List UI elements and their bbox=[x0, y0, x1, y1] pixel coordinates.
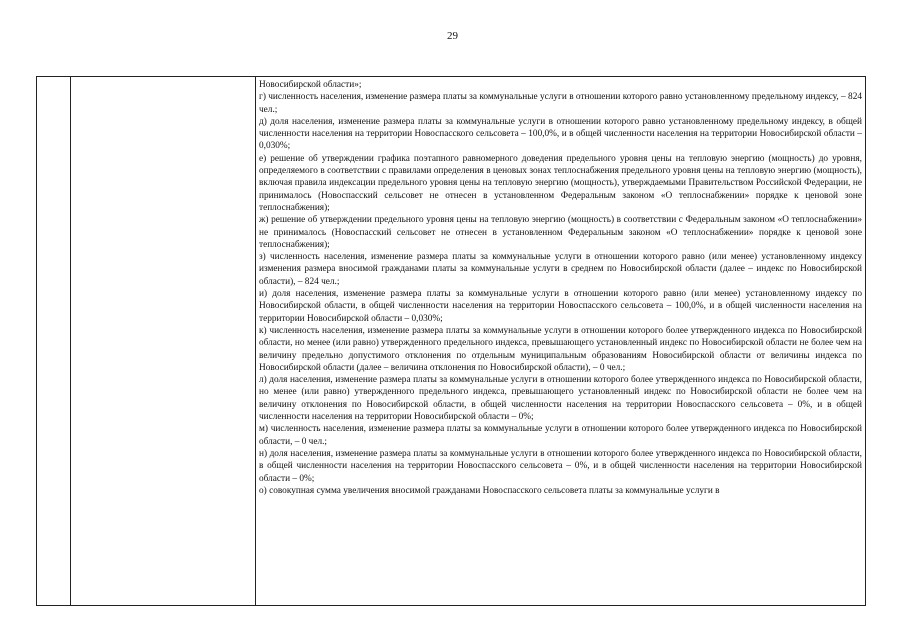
text-cell bbox=[259, 79, 862, 605]
paragraph: е) решение об утверждении графика поэтапного равномерного доведения предельного уровня цены на тепловую энергию (мощность) до уровня, определяемого в соответствии с правилами определения в ценовых зонах теплоснабжения предельного уровня цены на тепловую энергию (мощность), включая правила индексации предельного уровня цены на тепловую энергию (мощность), утверждаемыми Правительством Российской Федерации, не принималось (Новоспасский сельсовет не отнесен в установленном Федеральным законом «О теплоснабжении» порядке к ценовой зоне теплоснабжения); bbox=[259, 153, 862, 213]
paragraph: к) численность населения, изменение размера платы за коммунальные услуги в отношении которого более утвержденного индекса по Новосибирской области, но менее (или равно) утвержденного предельного индекса, превышающего установленный индекс по Новосибирской области не более чем на величину предельно допустимого отклонения по отдельным муниципальным образованиям Новосибирской области от величины индекса по Новосибирской области (далее – величина отклонения по Новосибирской области), – 0 чел.; bbox=[259, 325, 862, 373]
column-divider-2 bbox=[255, 77, 256, 605]
paragraph: л) доля населения, изменение размера платы за коммунальные услуги в отношении которого более утвержденного индекса по Новосибирской области, но менее (или равно) утвержденного предельного индекса, превышающего установленный индекс по Новосибирской области не более чем на величину отклонения по Новосибирской области, в общей численности населения на территории Новоспасского сельсовета – 0%, и в общей численности населения на территории Новосибирской области – 0%; bbox=[259, 375, 862, 423]
column-divider-1 bbox=[70, 77, 71, 605]
paragraph: г) численность населения, изменение размера платы за коммунальные услуги в отношении которого равно установленному предельному индексу, – 824 чел.; bbox=[259, 92, 862, 115]
paragraph: ж) решение об утверждении предельного уровня цены на тепловую энергию (мощность) в соответствии с Федеральным законом «О теплоснабжении» не принималось (Новоспасский сельсовет не отнесен в установленном Федеральным законом «О теплоснабжении» порядке к ценовой зоне теплоснабжения); bbox=[259, 215, 862, 250]
paragraph: м) численность населения, изменение размера платы за коммунальные услуги в отношении которого более утвержденного индекса по Новосибирской области, – 0 чел.; bbox=[259, 424, 862, 447]
document-table bbox=[36, 76, 866, 606]
paragraph: о) совокупная сумма увеличения вносимой гражданами Новоспасского сельсовета платы за коммунальные услуги в bbox=[259, 485, 720, 496]
paragraph: н) доля населения, изменение размера платы за коммунальные услуги в отношении которого более утвержденного индекса по Новосибирской области, в общей численности населения на территории Новоспасского сельсовета – 0%, и в общей численности населения на территории Новосибирской области – 0%; bbox=[259, 448, 862, 484]
paragraph: д) доля населения, изменение размера платы за коммунальные услуги в отношении которого равно установленному предельному индексу, в общей численности населения на территории Новоспасского сельсовета – 100,0%, и в общей численности населения на территории Новосибирской области – 0,030%; bbox=[259, 116, 862, 152]
paragraph: Новосибирской области»; bbox=[259, 80, 362, 90]
paragraph: з) численность населения, изменение размера платы за коммунальные услуги в отношении которого равно (или менее) установленному индексу изменения размера вносимой гражданами платы за коммунальные услуги в среднем по Новосибирской области (далее – индекс по Новосибирской области), – 824 чел.; bbox=[259, 252, 862, 287]
paragraph: и) доля населения, изменение размера платы за коммунальные услуги в отношении которого равно (или менее) установленному индексу по Новосибирской области, в общей численности населения на территории Новоспасского сельсовета – 100,0%, и в общей численности населения на территории Новосибирской области – 0,030%; bbox=[259, 289, 862, 324]
page-number: 29 bbox=[447, 30, 458, 42]
